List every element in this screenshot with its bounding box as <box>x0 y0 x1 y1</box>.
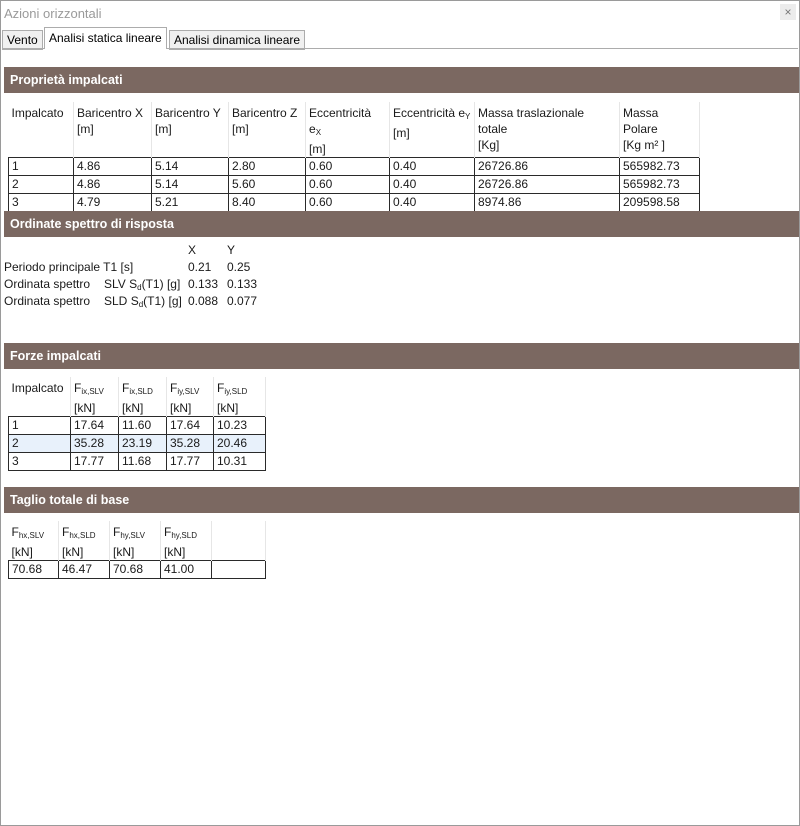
table-row[interactable] <box>9 453 266 471</box>
table-cell[interactable]: 35.28 <box>71 435 119 453</box>
spettro-label-periodo: Periodo principale T1 [s] <box>4 260 134 274</box>
table-cell[interactable]: 5.21 <box>152 194 229 212</box>
spettro-state-sld: SLD <box>104 294 128 308</box>
table-row[interactable] <box>9 158 700 176</box>
column-header[interactable] <box>475 102 620 158</box>
column-header-subscript: hx,SLD <box>69 531 96 540</box>
table-cell[interactable]: 17.64 <box>167 417 214 435</box>
column-header-subscript: hx,SLV <box>18 531 45 540</box>
table-cell[interactable]: 5.60 <box>229 176 306 194</box>
column-header-filler <box>212 521 266 561</box>
table-cell[interactable]: 41.00 <box>161 561 212 579</box>
table-cell[interactable]: 565982.73 <box>620 158 700 176</box>
table-cell[interactable]: 2 <box>9 176 74 194</box>
column-header-unit: [kN] <box>122 401 144 415</box>
column-header-name: Eccentricità e <box>309 106 372 136</box>
column-header-name: F <box>74 381 82 395</box>
column-header-subscript: hy,SLV <box>120 531 145 540</box>
column-header-name: Massa traslazionale totale <box>478 106 585 136</box>
column-header[interactable] <box>161 521 212 561</box>
table-cell[interactable]: 0.60 <box>306 194 390 212</box>
column-header-name: F <box>170 381 178 395</box>
column-header-unit: [m] <box>309 142 326 156</box>
column-header-unit: [kN] <box>113 545 135 559</box>
column-header[interactable] <box>9 102 74 158</box>
column-header-unit: [Kg m² ] <box>623 138 666 152</box>
column-header-unit: [kN] <box>62 545 84 559</box>
close-icon[interactable]: × <box>780 4 796 20</box>
table-cell[interactable]: 11.68 <box>119 453 167 471</box>
column-header-unit: [kN] <box>170 401 192 415</box>
tab-analisi-statica-lineare[interactable]: Analisi statica lineare <box>44 27 167 49</box>
column-header-name: F <box>11 525 19 539</box>
spettro-param-sld: SLD $S_d(T1)$ [g] <box>104 294 182 309</box>
column-header[interactable] <box>110 521 161 561</box>
spettro-slv-x: 0.133 <box>188 277 219 291</box>
column-header[interactable] <box>306 102 390 158</box>
column-header-name: F <box>113 525 121 539</box>
title-bar <box>1 1 799 25</box>
tab-content <box>2 48 798 825</box>
table-row[interactable] <box>9 561 266 579</box>
table-row[interactable] <box>9 435 266 453</box>
column-header[interactable] <box>9 377 71 417</box>
column-header-name: F <box>62 525 70 539</box>
spettro-param-slv: SLV $S_d(T1)$ [g] <box>104 277 181 292</box>
column-header-unit: [m] <box>77 122 94 136</box>
table-cell[interactable]: 23.19 <box>119 435 167 453</box>
table-cell[interactable]: 20.46 <box>214 435 266 453</box>
tab-analisi-dinamica-lineare[interactable]: Analisi dinamica lineare <box>169 30 305 50</box>
column-header[interactable] <box>119 377 167 417</box>
table-cell[interactable]: 0.60 <box>306 158 390 176</box>
table-cell[interactable]: 11.60 <box>119 417 167 435</box>
table-row[interactable] <box>9 417 266 435</box>
column-header-unit: [kN] <box>217 401 239 415</box>
table-cell[interactable]: 2 <box>9 435 71 453</box>
column-header[interactable] <box>71 377 119 417</box>
table-cell[interactable]: 4.86 <box>74 176 152 194</box>
proprieta-impalcati-table <box>8 102 700 212</box>
column-header-subscript: iy,SLD <box>224 387 248 396</box>
spettro-sld-y: 0.077 <box>227 294 258 308</box>
table-cell[interactable]: 4.86 <box>74 158 152 176</box>
table-cell[interactable]: 3 <box>9 194 74 212</box>
table-row[interactable] <box>9 176 700 194</box>
table-cell[interactable]: 70.68 <box>110 561 161 579</box>
column-header-subscript: iy,SLV <box>177 387 200 396</box>
table-row[interactable] <box>9 194 700 212</box>
spettro-block <box>2 242 302 312</box>
window-title: Azioni orizzontali <box>4 6 102 21</box>
column-header-unit: [Kg] <box>478 138 500 152</box>
column-header[interactable] <box>620 102 700 158</box>
table-cell[interactable]: 2.80 <box>229 158 306 176</box>
taglio-totale-table <box>8 521 266 579</box>
spettro-periodo-y: 0.25 <box>227 260 251 274</box>
table-cell[interactable]: 1 <box>9 417 71 435</box>
column-header[interactable] <box>152 102 229 158</box>
forze-impalcati-table <box>8 377 266 471</box>
table-cell[interactable]: 70.68 <box>9 561 59 579</box>
column-header[interactable] <box>74 102 152 158</box>
table-cell[interactable]: 17.77 <box>167 453 214 471</box>
table-cell[interactable]: 5.14 <box>152 176 229 194</box>
table-cell[interactable]: 565982.73 <box>620 176 700 194</box>
table-cell[interactable]: 209598.58 <box>620 194 700 212</box>
spettro-periodo-x: 0.21 <box>188 260 212 274</box>
table-cell[interactable]: 10.23 <box>214 417 266 435</box>
spettro-col-y: Y <box>227 243 236 257</box>
table-cell[interactable]: 0.60 <box>306 176 390 194</box>
table-cell[interactable]: 0.40 <box>390 158 475 176</box>
column-header[interactable] <box>9 521 59 561</box>
table-cell[interactable]: 8.40 <box>229 194 306 212</box>
column-header-name: F <box>164 525 172 539</box>
spettro-label-ordinata-slv: Ordinata spettro <box>4 277 91 291</box>
column-header-name: Baricentro Y <box>155 106 221 120</box>
table-cell-filler <box>212 561 266 579</box>
table-cell[interactable]: 1 <box>9 158 74 176</box>
column-header-unit: [kN] <box>74 401 96 415</box>
spettro-col-x: X <box>188 243 197 257</box>
column-header-subscript: ix,SLD <box>129 387 153 396</box>
spettro-sld-x: 0.088 <box>188 294 219 308</box>
table-cell[interactable]: 17.77 <box>71 453 119 471</box>
column-header-unit: [m] <box>155 122 172 136</box>
table-cell[interactable]: 26726.86 <box>475 176 620 194</box>
section-header-forze: Forze impalcati <box>4 343 799 369</box>
section-header-spettro: Ordinate spettro di risposta <box>4 211 799 237</box>
section-header-proprieta: Proprietà impalcati <box>4 67 799 93</box>
column-header[interactable] <box>167 377 214 417</box>
column-header-subscript: X <box>315 128 322 137</box>
table-cell[interactable]: 46.47 <box>59 561 110 579</box>
table-cell[interactable]: 26726.86 <box>475 158 620 176</box>
column-header-subscript: ix,SLV <box>81 387 104 396</box>
column-header[interactable] <box>59 521 110 561</box>
column-header-name: Impalcato <box>11 106 64 120</box>
column-header-name: Eccentricità e <box>393 106 466 120</box>
spettro-slv-y: 0.133 <box>227 277 258 291</box>
column-header-name: F <box>122 381 130 395</box>
table-cell[interactable]: 8974.86 <box>475 194 620 212</box>
table-cell[interactable]: 10.31 <box>214 453 266 471</box>
column-header-subscript: Y <box>465 112 471 121</box>
column-header-unit: [kN] <box>164 545 186 559</box>
column-header-subscript: hy,SLD <box>171 531 197 540</box>
column-header[interactable] <box>390 102 475 158</box>
column-header[interactable] <box>214 377 266 417</box>
column-header-unit: [m] <box>393 126 410 140</box>
column-header[interactable] <box>229 102 306 158</box>
column-header-name: F <box>217 381 225 395</box>
table-cell[interactable]: 3 <box>9 453 71 471</box>
table-cell[interactable]: 4.79 <box>74 194 152 212</box>
spettro-state-slv: SLV <box>104 277 126 291</box>
column-header-name: Massa Polare <box>623 106 659 136</box>
spettro-label-ordinata-sld: Ordinata spettro <box>4 294 91 308</box>
section-header-taglio: Taglio totale di base <box>4 487 799 513</box>
column-header-name: Impalcato <box>11 381 64 395</box>
column-header-name: Baricentro Z <box>232 106 298 120</box>
table-cell[interactable]: 0.40 <box>390 194 475 212</box>
column-header-unit: [m] <box>232 122 249 136</box>
table-cell[interactable]: 5.14 <box>152 158 229 176</box>
tab-vento[interactable]: Vento <box>2 30 43 50</box>
column-header-name: Baricentro X <box>77 106 144 120</box>
table-cell[interactable]: 0.40 <box>390 176 475 194</box>
table-cell[interactable]: 35.28 <box>167 435 214 453</box>
column-header-unit: [kN] <box>11 545 33 559</box>
table-cell[interactable]: 17.64 <box>71 417 119 435</box>
